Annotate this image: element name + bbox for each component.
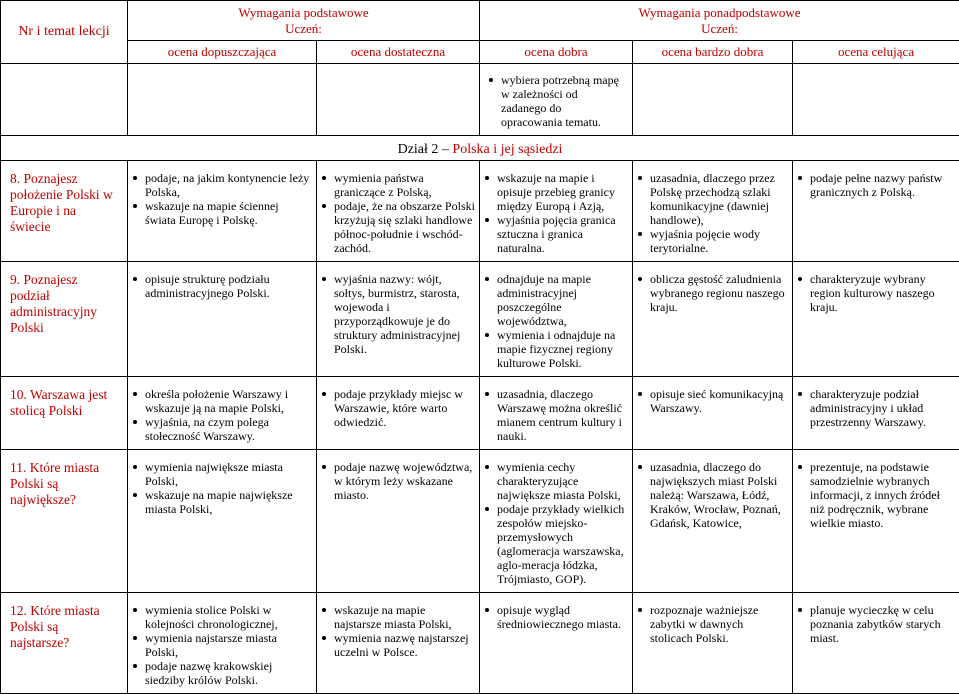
requirement-list — [637, 603, 788, 645]
intro-empty-cell — [1, 64, 128, 136]
requirement-cell — [128, 376, 317, 449]
requirement-cell — [128, 592, 317, 693]
requirement-list — [797, 171, 955, 199]
requirement-list — [797, 387, 955, 429]
requirement-list — [484, 272, 628, 370]
requirement-list — [321, 460, 475, 502]
list-item: podaje pełne nazwy państw granicznych z Polską. — [797, 171, 955, 199]
lesson-topic: 8. Poznajesz położenie Polski w Europie i na świecie — [1, 160, 128, 261]
requirement-cell — [793, 261, 959, 376]
grade-header-5: ocena celująca — [793, 41, 959, 64]
requirement-list — [132, 603, 312, 687]
list-item: podaje przykłady wielkich zespołów miejsko-przemysłowych (aglomeracja warszawska, aglo-meracja łódzka, Trójmiasto, GOP). — [484, 502, 628, 586]
list-item: wybiera potrzebną mapę w zależności od zadanego do opracowania tematu. — [488, 73, 624, 129]
requirement-list — [637, 171, 788, 255]
list-item: podaje nazwę krakowskiej siedziby królów Polski. — [132, 659, 312, 687]
list-item: wymienia największe miasta Polski, — [132, 460, 312, 488]
list-item: prezentuje, na podstawie samodzielnie wybranych informacji, z innych źródeł niż podręcznik, wybrane wielkie miasto. — [797, 460, 955, 530]
requirement-cell — [317, 592, 480, 693]
requirement-list — [132, 387, 312, 443]
list-item: planuje wycieczkę w celu poznania zabytków starych miast. — [797, 603, 955, 645]
list-item: wskazuje na mapie ściennej świata Europę i Polskę. — [132, 199, 312, 227]
lessons-table — [0, 160, 959, 694]
requirement-cell — [317, 376, 480, 449]
requirement-list — [797, 603, 955, 645]
requirement-cell — [480, 160, 633, 261]
list-item: wyjaśnia pojęcia granica sztuczna i granica naturalna. — [484, 213, 628, 255]
intro-empty-cell — [128, 64, 317, 136]
list-item: określa położenie Warszawy i wskazuje ją na mapie Polski, — [132, 387, 312, 415]
requirement-cell — [128, 449, 317, 592]
requirement-list — [637, 460, 788, 530]
list-item: wyjaśnia nazwy: wójt, sołtys, burmistrz, starosta, wojewoda i przyporządkowuje je do struktury administracyjnej Polski. — [321, 272, 475, 356]
list-item: wymienia najstarsze miasta Polski, — [132, 631, 312, 659]
requirement-cell — [633, 376, 793, 449]
requirement-list — [321, 272, 475, 356]
lesson-topic: 10. Warszawa jest stolicą Polski — [1, 376, 128, 449]
list-item: wskazuje na mapie najstarsze miasta Polski, — [321, 603, 475, 631]
requirement-cell — [633, 449, 793, 592]
requirement-list — [484, 460, 628, 586]
list-item: rozpoznaje ważniejsze zabytki w dawnych stolicach Polski. — [637, 603, 788, 645]
requirement-cell — [633, 261, 793, 376]
list-item: wyjaśnia, na czym polega stołeczność Warszawy. — [132, 415, 312, 443]
requirement-cell — [317, 261, 480, 376]
list-item: wymienia stolice Polski w kolejności chronologicznej, — [132, 603, 312, 631]
requirement-cell — [480, 376, 633, 449]
list-item: charakteryzuje wybrany region kulturowy naszego kraju. — [797, 272, 955, 314]
requirement-list — [321, 387, 475, 429]
list-item: podaje przykłady miejsc w Warszawie, które warto odwiedzić. — [321, 387, 475, 429]
requirement-list — [132, 171, 312, 227]
advanced-requirements-subtitle: Uczeń: — [484, 21, 955, 37]
basic-requirements-header — [128, 1, 480, 41]
advanced-requirements-header — [480, 1, 959, 41]
requirement-list — [797, 272, 955, 314]
section-heading — [1, 136, 959, 160]
list-item: uzasadnia, dlaczego Warszawę można określić mianem centrum kultury i nauki. — [484, 387, 628, 443]
requirement-cell — [480, 592, 633, 693]
table-row — [1, 261, 959, 376]
list-item: charakteryzuje podział administracyjny i układ przestrzenny Warszawy. — [797, 387, 955, 429]
requirement-cell — [128, 261, 317, 376]
requirement-list — [637, 387, 788, 415]
grade-header-4: ocena bardzo dobra — [633, 41, 793, 64]
list-item: wskazuje na mapie i opisuje przebieg granicy między Europą i Azją, — [484, 171, 628, 213]
requirement-list — [132, 272, 312, 300]
list-item: odnajduje na mapie administracyjnej poszczególne województwa, — [484, 272, 628, 328]
list-item: wymienia państwa graniczące z Polską, — [321, 171, 475, 199]
list-item: podaje, że na obszarze Polski krzyżują się szlaki handlowe północ-południe i wschód-zachód. — [321, 199, 475, 255]
basic-requirements-title: Wymagania podstawowe — [132, 5, 475, 21]
lesson-topic: 12. Które miasta Polski są najstarsze? — [1, 592, 128, 693]
table-row — [1, 592, 959, 693]
requirement-cell — [317, 449, 480, 592]
intro-empty-cell — [317, 64, 480, 136]
list-item: wymienia i odnajduje na mapie fizycznej regiony kulturowe Polski. — [484, 328, 628, 370]
list-item: uzasadnia, dlaczego do największych miast Polski należą: Warszawa, Łódź, Kraków, Wrocław, Poznań, Gdańsk, Katowice, — [637, 460, 788, 530]
section-title: Polska i jej sąsiedzi — [452, 142, 562, 157]
intro-list — [488, 73, 624, 129]
list-item: wskazuje na mapie największe miasta Polski, — [132, 488, 312, 516]
requirement-cell — [317, 160, 480, 261]
requirement-list — [484, 387, 628, 443]
grade-header-3: ocena dobra — [480, 41, 633, 64]
requirement-list — [484, 171, 628, 255]
lesson-topic: 11. Które miasta Polski są największe? — [1, 449, 128, 592]
section-prefix: Dział 2 – — [398, 142, 449, 157]
table-row — [1, 449, 959, 592]
list-item: uzasadnia, dlaczego przez Polskę przechodzą szlaki komunikacyjne (dawniej handlowe), — [637, 171, 788, 227]
list-item: podaje, na jakim kontynencie leży Polska, — [132, 171, 312, 199]
requirement-list — [637, 272, 788, 314]
requirement-cell — [633, 592, 793, 693]
table-row — [1, 160, 959, 261]
intro-requirement-cell — [480, 64, 633, 136]
list-item: wymienia nazwę najstarszej uczelni w Polsce. — [321, 631, 475, 659]
grade-header-1: ocena dopuszczająca — [128, 41, 317, 64]
list-item: wyjaśnia pojęcie wody terytorialne. — [637, 227, 788, 255]
requirement-list — [321, 603, 475, 659]
basic-requirements-subtitle: Uczeń: — [132, 21, 475, 37]
list-item: opisuje strukturę podziału administracyjnego Polski. — [132, 272, 312, 300]
requirement-cell — [793, 160, 959, 261]
requirement-cell — [793, 449, 959, 592]
list-item: opisuje sieć komunikacyjną Warszawy. — [637, 387, 788, 415]
requirement-list — [132, 460, 312, 516]
requirement-cell — [480, 449, 633, 592]
table-row — [1, 376, 959, 449]
list-item: oblicza gęstość zaludnienia wybranego regionu naszego kraju. — [637, 272, 788, 314]
list-item: podaje nazwę województwa, w którym leży wskazane miasto. — [321, 460, 475, 502]
intro-empty-cell — [793, 64, 959, 136]
lesson-topic: 9. Poznajesz podział administracyjny Polski — [1, 261, 128, 376]
requirement-cell — [793, 592, 959, 693]
list-item: opisuje wygląd średniowiecznego miasta. — [484, 603, 628, 631]
intro-empty-cell — [633, 64, 793, 136]
requirement-cell — [793, 376, 959, 449]
topic-column-header: Nr i temat lekcji — [1, 1, 128, 64]
requirements-table — [0, 0, 959, 160]
requirement-cell — [633, 160, 793, 261]
list-item: wymienia cechy charakteryzujące największe miasta Polski, — [484, 460, 628, 502]
requirement-list — [797, 460, 955, 530]
requirement-list — [484, 603, 628, 631]
requirement-list — [321, 171, 475, 255]
advanced-requirements-title: Wymagania ponadpodstawowe — [484, 5, 955, 21]
grade-header-2: ocena dostateczna — [317, 41, 480, 64]
requirement-cell — [480, 261, 633, 376]
requirement-cell — [128, 160, 317, 261]
